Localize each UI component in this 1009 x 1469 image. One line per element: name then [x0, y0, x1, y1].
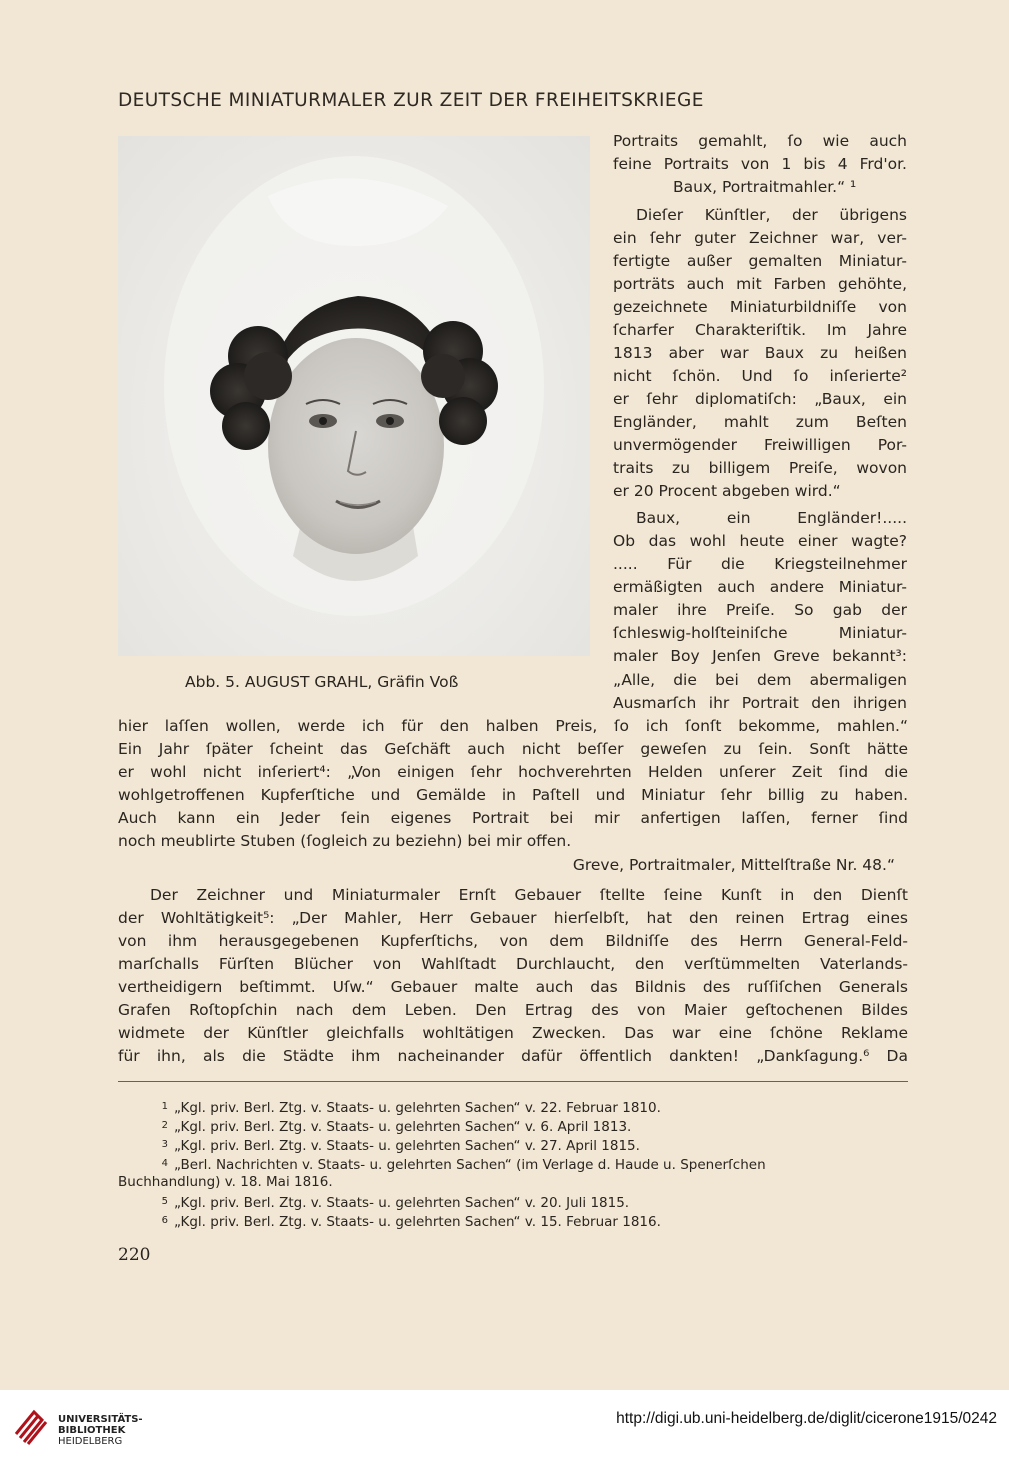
- column-line: fertigte außer gemalten Miniatur-: [613, 252, 907, 270]
- portrait-icon: [118, 136, 590, 656]
- footnote-text: „Kgl. priv. Berl. Ztg. v. Staats- u. gelehrten Sachen“ v. 27. April 1815.: [174, 1138, 640, 1154]
- library-logo-text: UNIVERSITÄTS- BIBLIOTHEK HEIDELBERG: [58, 1414, 143, 1447]
- body-line: hier laſſen wollen, werde ich für den halben Preis, ſo ich ſonſt bekomme, mahlen.“: [118, 717, 908, 735]
- column-line: nicht ſchön. Und ſo inſerierte²: [613, 367, 907, 385]
- column-line: Ob das wohl heute einer wagte?: [613, 532, 907, 550]
- footnote-number: 4: [161, 1158, 168, 1169]
- column-line: Baux, Portraitmahler.“ ¹: [673, 178, 857, 196]
- body-line: Greve, Portraitmaler, Mittelſtraße Nr. 48.“: [572, 856, 895, 874]
- column-line: „Alle, die bei dem abermaligen: [613, 671, 907, 689]
- footnote-number: 6: [161, 1215, 168, 1226]
- body-line: für ihn, als die Städte ihm nacheinander dafür öffentlich dankten! „Dankſagung.⁶ Da: [118, 1047, 908, 1065]
- body-line: widmete der Künſtler gleichfalls wohltätigen Zwecken. Das war eine ſchöne Reklame: [118, 1024, 908, 1042]
- footer-bar: [0, 1390, 1009, 1469]
- column-line: ..... Für die Kriegsteilnehmer: [613, 555, 907, 573]
- source-url[interactable]: http://digi.ub.uni-heidelberg.de/diglit/cicerone1915/0242: [616, 1410, 997, 1427]
- body-line: wohlgetroffenen Kupferſtiche und Gemälde in Paſtell und Miniatur ſehr billig zu haben.: [118, 786, 908, 804]
- column-line: ermäßigten auch andere Miniatur-: [613, 578, 907, 596]
- footnote: [118, 1211, 908, 1232]
- footnote: [118, 1097, 908, 1118]
- footnote-number: 2: [161, 1120, 168, 1131]
- footnote-number: 5: [161, 1196, 168, 1207]
- column-line: ein ſehr guter Zeichner war, ver-: [613, 229, 907, 247]
- column-line: Dieſer Künſtler, der übrigens: [636, 206, 907, 224]
- portrait-figure: [118, 136, 590, 656]
- column-line: ſchleswig-holſteiniſche Miniatur-: [613, 624, 907, 642]
- footnote: [118, 1135, 908, 1156]
- column-line: maler ihre Preiſe. So gab der: [613, 601, 907, 619]
- footnote: [118, 1192, 908, 1213]
- body-line: Der Zeichner und Miniaturmaler Ernſt Gebauer ſtellte ſeine Kunſt in den Dienſt: [150, 886, 908, 904]
- body-line: Grafen Roſtopſchin nach dem Leben. Den Ertrag des von Maier geſtochenen Bildes: [118, 1001, 908, 1019]
- column-line: Portraits gemahlt, ſo wie auch: [613, 132, 907, 150]
- column-line: Ausmarſch ihr Portrait den ihrigen: [613, 694, 907, 712]
- footnote-text: „Kgl. priv. Berl. Ztg. v. Staats- u. gelehrten Sachen“ v. 22. Februar 1810.: [174, 1100, 661, 1116]
- column-line: ſcharfer Charakteriſtik. Im Jahre: [613, 321, 907, 339]
- footnote-rule: [118, 1081, 908, 1082]
- footnote: [118, 1116, 908, 1137]
- column-line: Baux, ein Engländer!.....: [636, 509, 907, 527]
- footnote-text: Buchhandlung) v. 18. Mai 1816.: [118, 1174, 333, 1190]
- body-line: der Wohltätigkeit⁵: „Der Mahler, Herr Gebauer hierſelbſt, hat den reinen Ertrag eines: [118, 909, 908, 927]
- figure-caption: Abb. 5. AUGUST GRAHL, Gräfin Voß: [185, 673, 459, 691]
- column-line: Engländer, mahlt zum Beſten: [613, 413, 907, 431]
- column-line: er 20 Procent abgeben wird.“: [613, 482, 841, 500]
- body-line: Ein Jahr ſpäter ſcheint das Geſchäft auch nicht beſſer geweſen zu ſein. Sonſt hätte: [118, 740, 908, 758]
- body-line: Auch kann ein Jeder ſein eigenes Portrait bei mir anfertigen laſſen, ferner ſind: [118, 809, 908, 827]
- column-line: feine Portraits von 1 bis 4 Frd'or.: [613, 155, 907, 173]
- column-line: traits zu billigem Preiſe, wovon: [613, 459, 907, 477]
- column-line: porträts auch mit Farben gehöhte,: [613, 275, 907, 293]
- body-line: vertheidigern beſtimmt. Uſw.“ Gebauer malte auch das Bildnis des ruſſiſchen Generals: [118, 978, 908, 996]
- footnote-text: „Kgl. priv. Berl. Ztg. v. Staats- u. gelehrten Sachen“ v. 15. Februar 1816.: [174, 1214, 661, 1230]
- column-line: er ſehr diplomatiſch: „Baux, ein: [613, 390, 907, 408]
- library-logo-icon[interactable]: [10, 1404, 52, 1448]
- body-line: von ihm herausgegebenen Kupferſtichs, von dem Bildniſſe des Herrn General-Feld-: [118, 932, 908, 950]
- body-line: er wohl nicht inſeriert⁴: „Von einigen ſehr hochverehrten Helden unſerer Zeit ſind die: [118, 763, 908, 781]
- body-line: noch meublirte Stuben (ſogleich zu beziehn) bei mir offen.: [118, 832, 572, 850]
- footnote-number: 3: [161, 1139, 168, 1150]
- column-line: 1813 aber war Baux zu heißen: [613, 344, 907, 362]
- column-line: gezeichnete Miniaturbildniſſe von: [613, 298, 907, 316]
- footnote: [118, 1173, 908, 1192]
- footnote-text: „Kgl. priv. Berl. Ztg. v. Staats- u. gelehrten Sachen“ v. 6. April 1813.: [174, 1119, 632, 1135]
- footnote-text: „Berl. Nachrichten v. Staats- u. gelehrten Sachen“ (im Verlage d. Haude u. Spenerſchen: [174, 1157, 766, 1173]
- footnote-text: „Kgl. priv. Berl. Ztg. v. Staats- u. gelehrten Sachen“ v. 20. Juli 1815.: [174, 1195, 630, 1211]
- footnote-number: 1: [161, 1101, 168, 1112]
- column-line: maler Boy Jenſen Greve bekannt³:: [613, 647, 907, 665]
- running-head: DEUTSCHE MINIATURMALER ZUR ZEIT DER FREIHEITSKRIEGE: [118, 90, 704, 111]
- column-line: unvermögender Freiwilligen Por-: [613, 436, 907, 454]
- page-number: 220: [118, 1245, 151, 1265]
- body-line: marſchalls Fürſten Blücher von Wahlſtadt Durchlaucht, den verſtümmelten Vaterlands-: [118, 955, 908, 973]
- footnote: [118, 1154, 908, 1175]
